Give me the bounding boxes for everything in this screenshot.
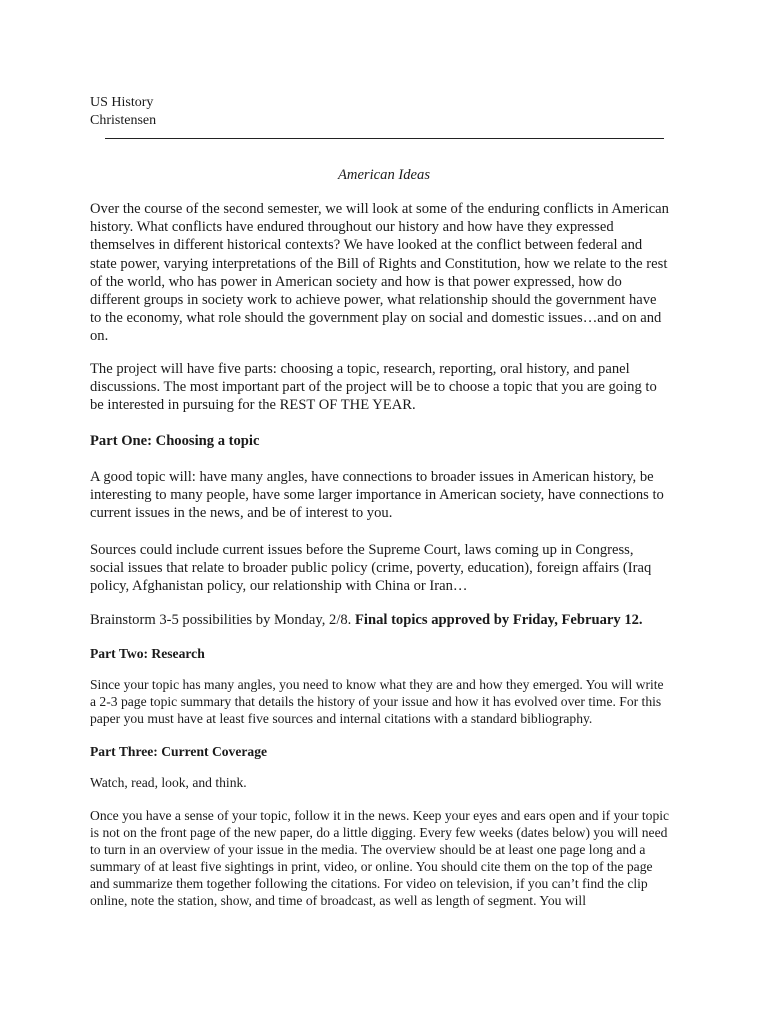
project-overview-paragraph: The project will have five parts: choosing a topic, research, reporting, oral history, and panel discussions. The most important part of the project will be to choose a topic that you are going to be interested in pursuing for the REST OF THE YEAR. xyxy=(90,361,657,414)
part-one-heading: Part One: Choosing a topic xyxy=(90,433,260,449)
brainstorm-paragraph xyxy=(90,611,670,629)
sources-paragraph: Sources could include current issues before the Supreme Court, laws coming up in Congress, social issues that relate to broader public policy (crime, poverty, education), foreign affairs (Iraq policy, Afghanistan policy, our relationship with China or Iran… xyxy=(90,542,652,595)
part-two-heading: Part Two: Research xyxy=(90,646,205,661)
coverage-paragraph: Once you have a sense of your topic, follow it in the news. Keep your eyes and ears open and if your topic is not on the front page of the new paper, do a little digging. Every few weeks (dates below) you will need to turn in an overview of your issue in the media. The overview should be at least one page long and a summary of at least five sightings in print, video, or online. You should cite them on the top of the page and summarize them together following the citations. For video on television, if you can’t find the clip online, note the station, show, and time of broadcast, as well as length of segment. You will xyxy=(90,808,670,908)
course-name: US History xyxy=(90,95,154,110)
coverage-lead: Watch, read, look, and think. xyxy=(90,775,247,790)
header-rule-end xyxy=(630,138,664,139)
document-title: American Ideas xyxy=(338,167,430,183)
part-three-heading: Part Three: Current Coverage xyxy=(90,744,268,759)
header-rule xyxy=(105,138,630,139)
good-topic-paragraph: A good topic will: have many angles, have connections to broader issues in American history, be interesting to many people, have some larger importance in American society, have connections to current issues in the news, and be of interest to you. xyxy=(90,469,664,522)
brainstorm-text: Brainstorm 3-5 possibilities by Monday, 2/8. xyxy=(90,612,352,628)
deadline-text: Final topics approved by Friday, February 12. xyxy=(354,612,643,628)
research-paragraph: Since your topic has many angles, you need to know what they are and how they emerged. You will write a 2-3 page topic summary that details the history of your issue and how it has evolved over time. For this paper you must have at least five sources and internal citations with a standard bibliography. xyxy=(90,677,664,726)
teacher-name: Christensen xyxy=(90,113,157,128)
intro-paragraph: Over the course of the second semester, we will look at some of the enduring conflicts in American history. What conflicts have endured throughout our history and how have they expressed themselves in different historical contexts? We have looked at the conflict between federal and state power, varying interpretations of the Bill of Rights and Constitution, how we relate to the rest of the world, who has power in American society and how is that power expressed, how do different groups in society work to achieve power, what relationship should the government have to the economy, what role should the government play on social and domestic issues…and on and on. xyxy=(90,201,669,345)
